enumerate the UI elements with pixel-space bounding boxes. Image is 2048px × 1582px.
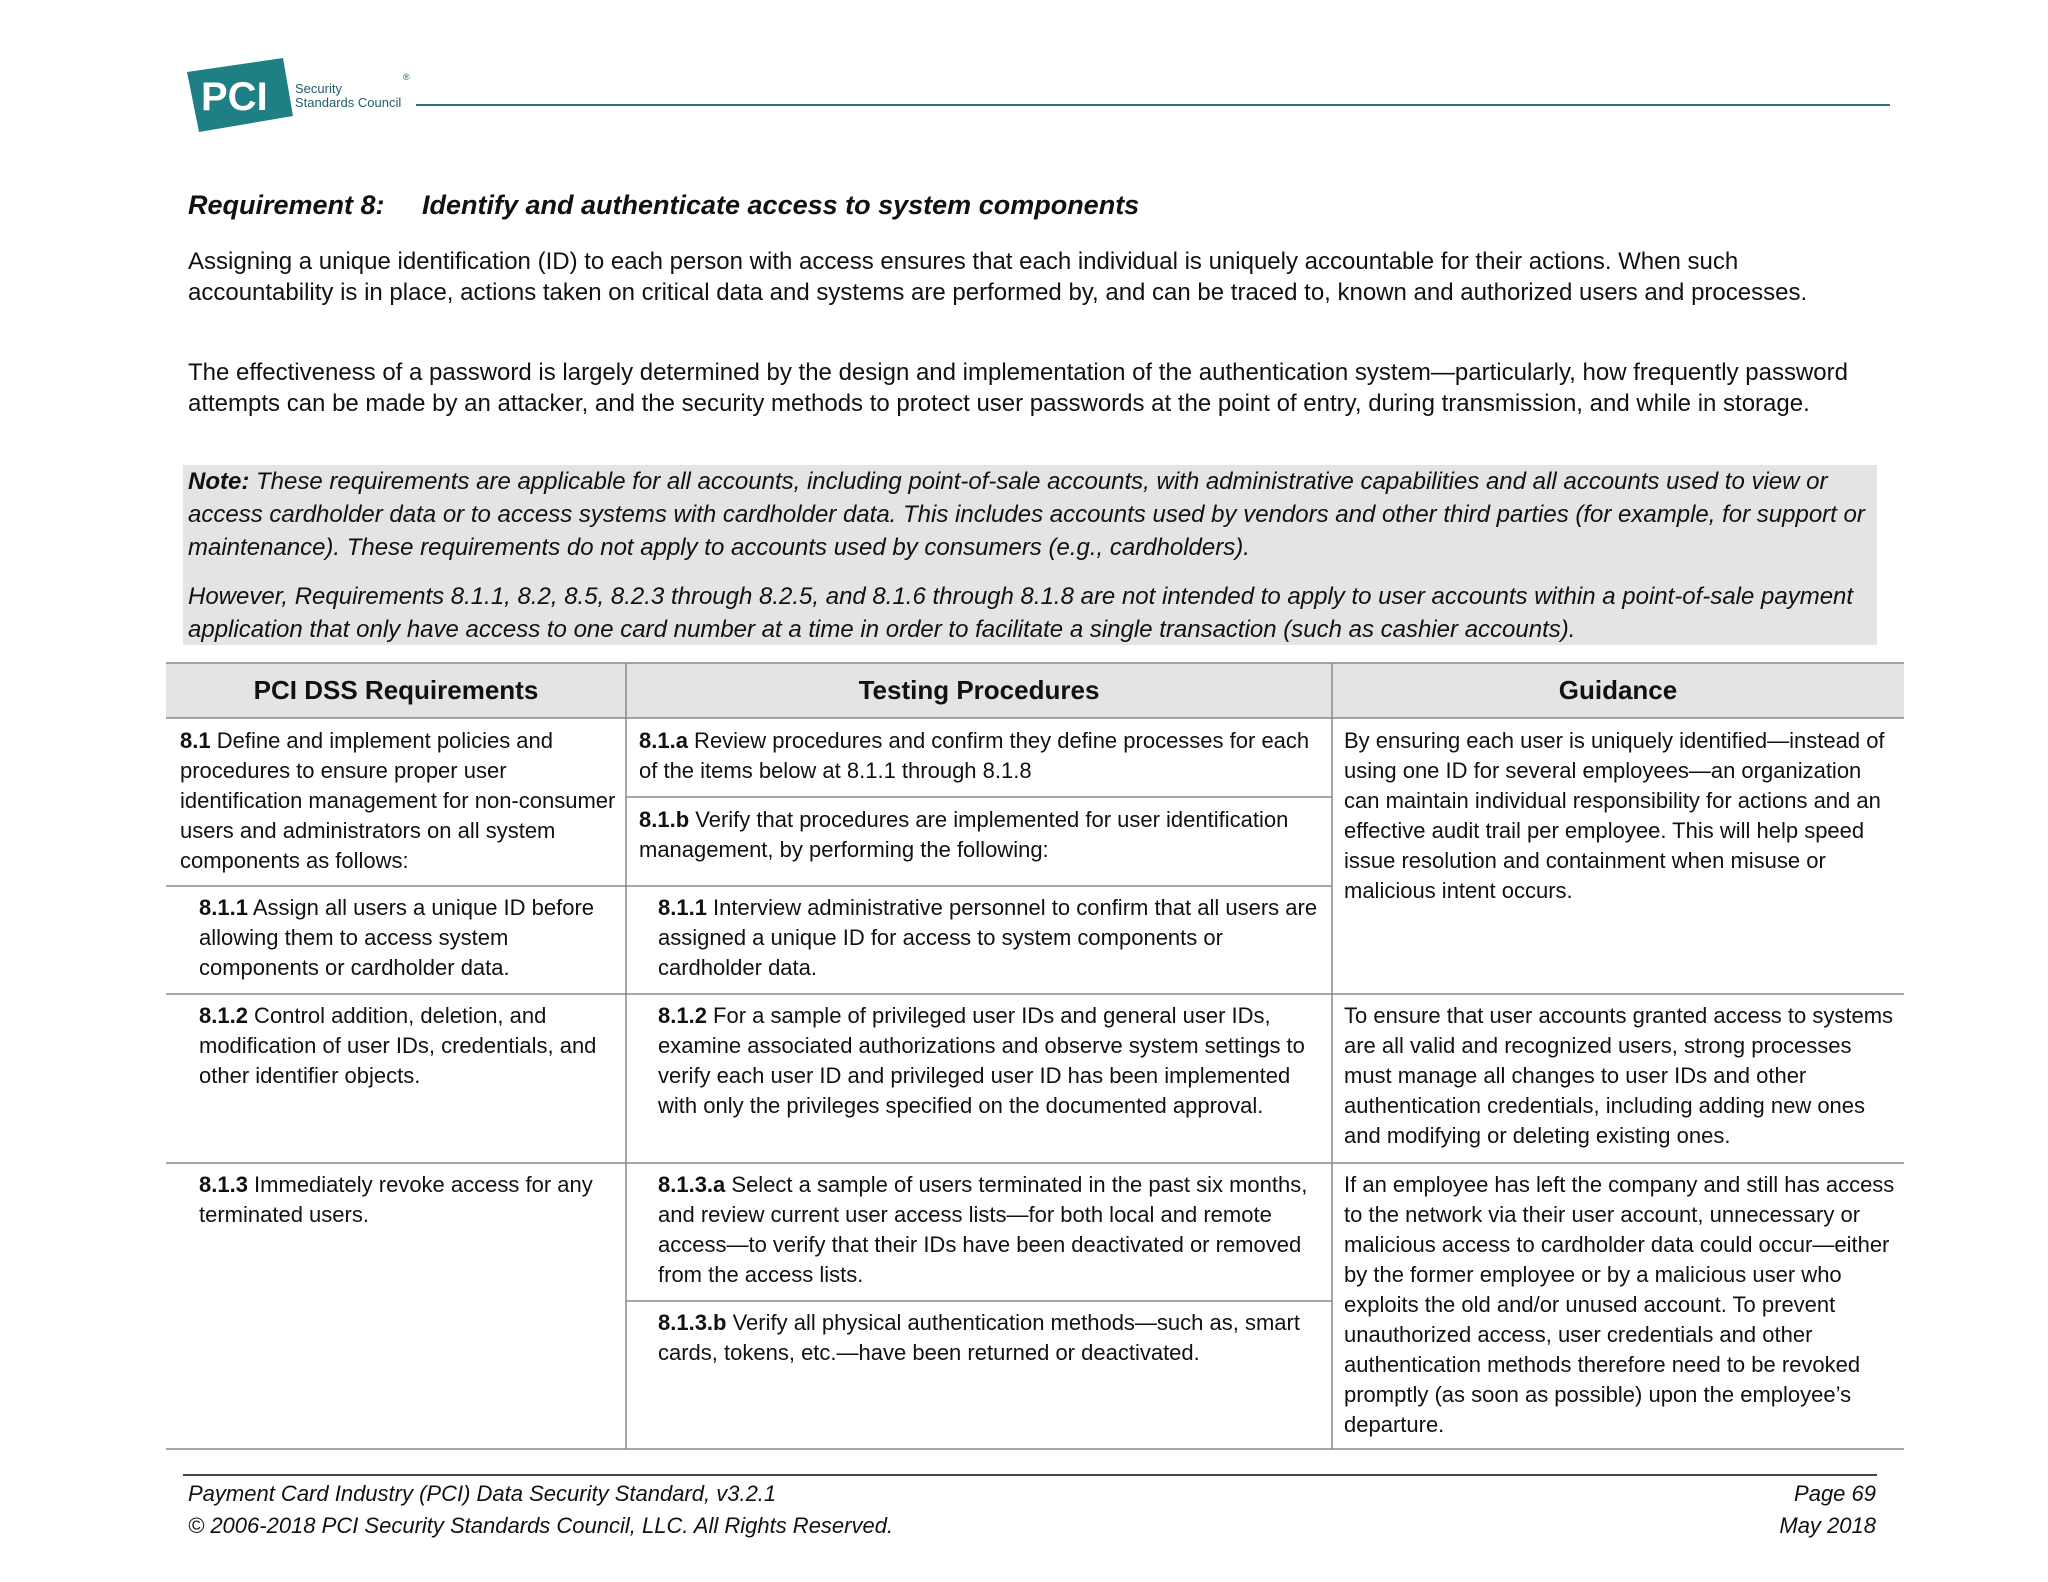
req-8-1-3 bbox=[199, 1170, 615, 1230]
test-8-1-a-text: Review procedures and confirm they define processes for each of the items below at 8.1.1 through 8.1.8 bbox=[639, 728, 1310, 783]
footer-date: May 2018 bbox=[1779, 1513, 1876, 1538]
test-8-1-3-a bbox=[658, 1170, 1322, 1290]
test-8-1-1 bbox=[658, 893, 1318, 983]
col-header-guidance: Guidance bbox=[1558, 675, 1678, 705]
logo-mark: PCI bbox=[201, 75, 268, 119]
intro-paragraph-1: Assigning a unique identification (ID) to each person with access ensures that each individual is uniquely accountable for their actions. When such accountability is in place, actions taken on critical data and systems are performed by, and can be traced to, known and authorized users and processes. bbox=[188, 248, 1808, 306]
guidance-8-1-3: If an employee has left the company and still has access to the network via their user account, unnecessary or malicious access to cardholder data could occur—either by the former employee or by a malicious user who exploits the old and/or unused account. To prevent unauthorized access, user credentials and other authentication methods therefore need to be revoked promptly (as soon as possible) upon the employee’s departure. bbox=[1344, 1172, 1895, 1437]
note-paragraph-2: However, Requirements 8.1.1, 8.2, 8.5, 8.2.3 through 8.2.5, and 8.1.6 through 8.1.8 are not intended to apply to user accounts within a point-of-sale payment application that only have access to one card number at a time in order to facilitate a single transaction (such as cashier accounts). bbox=[188, 583, 1854, 643]
requirement-title bbox=[188, 190, 1888, 221]
pci-logo bbox=[185, 58, 415, 132]
guidance-8-1-2: To ensure that user accounts granted access to systems are all valid and recognized users, strong processes must manage all changes to user IDs and other authentication credentials, including adding new ones and modifying or deleting existing ones. bbox=[1344, 1003, 1894, 1148]
test-8-1-2-id: 8.1.2 bbox=[658, 1003, 707, 1028]
req-8-1-1-id: 8.1.1 bbox=[199, 895, 248, 920]
header-rule bbox=[416, 104, 1890, 106]
logo-line2: Standards Council bbox=[295, 95, 402, 110]
footer-page-number: Page 69 bbox=[1794, 1481, 1876, 1506]
test-8-1-1-id: 8.1.1 bbox=[658, 895, 707, 920]
footer-title: Payment Card Industry (PCI) Data Security Standard, v3.2.1 bbox=[188, 1481, 777, 1506]
req-8-1-2-text: Control addition, deletion, and modification of user IDs, credentials, and other identifier objects. bbox=[199, 1003, 597, 1088]
pci-logo-icon bbox=[185, 58, 293, 132]
requirement-heading: Identify and authenticate access to system components bbox=[422, 190, 1140, 220]
logo-wordmark bbox=[295, 82, 401, 110]
test-8-1-3-a-text: Select a sample of users terminated in the past six months, and review current user access lists—for both local and remote access—to verify that their IDs have been deactivated or removed from the access lists. bbox=[658, 1172, 1308, 1287]
note-text-1: These requirements are applicable for all accounts, including point-of-sale accounts, with administrative capabilities and all accounts used to view or access cardholder data or to access systems with cardholder data. This includes accounts used by vendors and other third parties (for example, for support or maintenance). These requirements do not apply to accounts used by consumers (e.g., cardholders). bbox=[188, 468, 1865, 561]
col-header-testing: Testing Procedures bbox=[858, 675, 1100, 705]
test-8-1-2 bbox=[658, 1001, 1322, 1121]
logo-line1: Security bbox=[295, 81, 342, 96]
note-label: Note: bbox=[188, 468, 250, 495]
test-8-1-3-b-text: Verify all physical authentication methods—such as, smart cards, tokens, etc.—have been returned or deactivated. bbox=[658, 1310, 1300, 1365]
note-paragraph-1 bbox=[188, 465, 1878, 564]
test-8-1-3-a-id: 8.1.3.a bbox=[658, 1172, 726, 1197]
logo-registered: ® bbox=[403, 72, 410, 82]
footer-copyright: © 2006-2018 PCI Security Standards Council, LLC. All Rights Reserved. bbox=[188, 1513, 894, 1538]
test-8-1-3-b bbox=[658, 1308, 1322, 1368]
req-8-1-id: 8.1 bbox=[180, 728, 211, 753]
test-8-1-b-text: Verify that procedures are implemented for user identification management, by performing the following: bbox=[639, 807, 1289, 862]
req-8-1-1 bbox=[199, 893, 615, 983]
req-8-1-2-id: 8.1.2 bbox=[199, 1003, 248, 1028]
req-8-1-text: Define and implement policies and procedures to ensure proper user identification management for non-consumer users and administrators on all system components as follows: bbox=[180, 728, 616, 873]
col-header-requirements: PCI DSS Requirements bbox=[253, 675, 539, 705]
req-8-1 bbox=[180, 726, 616, 876]
req-8-1-2 bbox=[199, 1001, 615, 1091]
test-8-1-b-id: 8.1.b bbox=[639, 807, 690, 832]
req-8-1-3-id: 8.1.3 bbox=[199, 1172, 248, 1197]
req-8-1-3-text: Immediately revoke access for any terminated users. bbox=[199, 1172, 593, 1227]
test-8-1-a-id: 8.1.a bbox=[639, 728, 688, 753]
test-8-1-b bbox=[639, 805, 1319, 865]
footer-rule bbox=[183, 1474, 1877, 1476]
test-8-1-a bbox=[639, 726, 1319, 786]
intro-paragraph-2: The effectiveness of a password is largely determined by the design and implementation of the authentication system—particularly, how frequently password attempts can be made by an attacker, and the security methods to protect user passwords at the point of entry, during transmission, and while in storage. bbox=[188, 359, 1848, 417]
test-8-1-1-text: Interview administrative personnel to confirm that all users are assigned a unique ID for access to system components or cardholder data. bbox=[658, 895, 1318, 980]
guidance-8-1: By ensuring each user is uniquely identified—instead of using one ID for several employees—an organization can maintain individual responsibility for actions and an effective audit trail per employee. This will help speed issue resolution and containment when misuse or malicious intent occurs. bbox=[1344, 728, 1885, 903]
requirement-number: Requirement 8: bbox=[188, 190, 385, 220]
test-8-1-2-text: For a sample of privileged user IDs and general user IDs, examine associated authorizations and observe system settings to verify each user ID and privileged user ID has been implemented with only the privileges specified on the documented approval. bbox=[658, 1003, 1305, 1118]
test-8-1-3-b-id: 8.1.3.b bbox=[658, 1310, 727, 1335]
req-8-1-1-text: Assign all users a unique ID before allowing them to access system components or cardholder data. bbox=[199, 895, 595, 980]
